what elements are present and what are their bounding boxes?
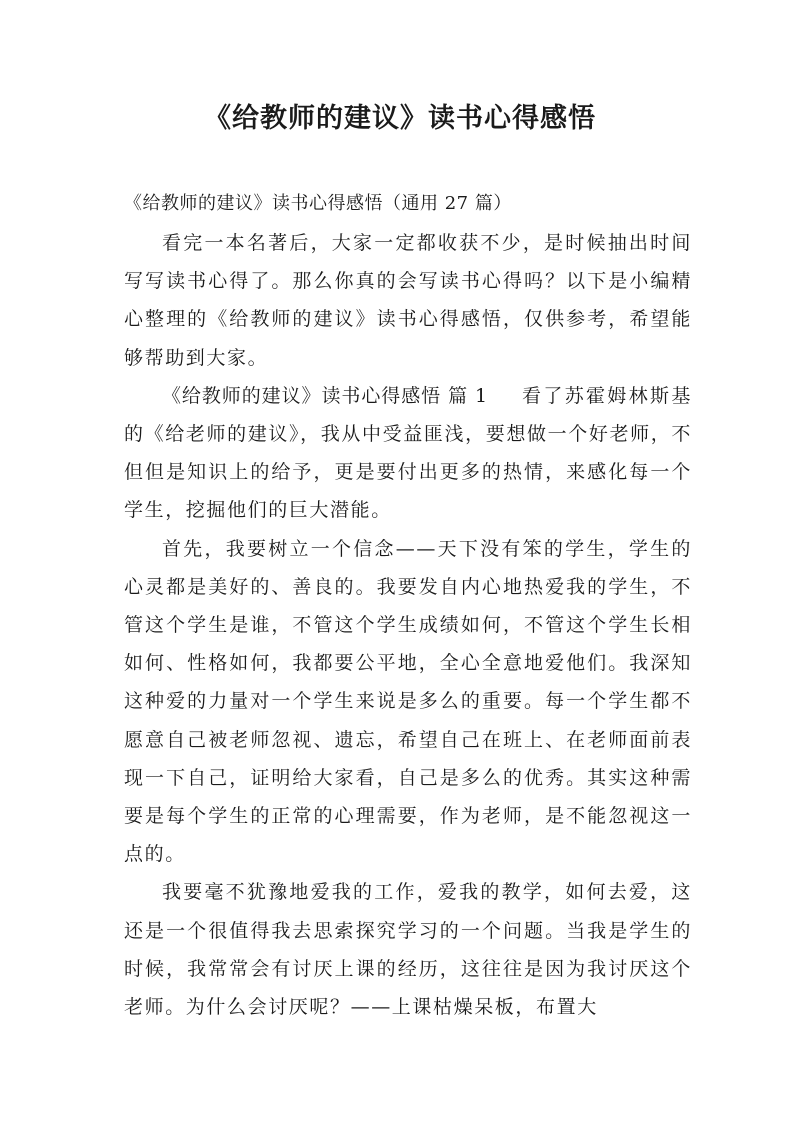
document-body xyxy=(124,186,692,1026)
section-1-text: 看了苏霍姆林斯基的《给老师的建议》，我从中受益匪浅，要想做一个好老师，不但但是知识上的给予，更是要付出更多的热情，来感化每一个学生，挖掘他们的巨大潜能。 xyxy=(124,384,692,522)
document-subtitle: 《给教师的建议》读书心得感悟（通用 27 篇） xyxy=(124,193,512,214)
section-1-paragraph xyxy=(124,377,692,530)
section-1-label: 《给教师的建议》读书心得感悟 篇 1 xyxy=(162,384,488,407)
intro-paragraph: 看完一本名著后，大家一定都收获不少，是时候抽出时间写写读书心得了。那么你真的会写读书心得吗？以下是小编精心整理的《给教师的建议》读书心得感悟，仅供参考，希望能够帮助到大家。 xyxy=(124,232,692,369)
paragraph-2: 首先，我要树立一个信念——天下没有笨的学生，学生的心灵都是美好的、善良的。我要发自内心地热爱我的学生，不管这个学生是谁，不管这个学生成绩如何，不管这个学生长相如何、性格如何，我都要公平地，全心全意地爱他们。我深知这种爱的力量对一个学生来说是多么的重要。每一个学生都不愿意自己被老师忽视、遗忘，希望自己在班上、在老师面前表现一下自己，证明给大家看，自己是多么的优秀。其实这种需要是每个学生的正常的心理需要，作为老师，是不能忽视这一点的。 xyxy=(124,537,692,866)
paragraph-3: 我要毫不犹豫地爱我的工作，爱我的教学，如何去爱，这还是一个很值得我去思索探究学习的一个问题。当我是学生的时候，我常常会有讨厌上课的经历，这往往是因为我讨厌这个老师。为什么会讨厌呢？——上课枯燥呆板，布置大 xyxy=(124,881,692,1019)
document-title: 《给教师的建议》读书心得感悟 xyxy=(204,103,596,134)
